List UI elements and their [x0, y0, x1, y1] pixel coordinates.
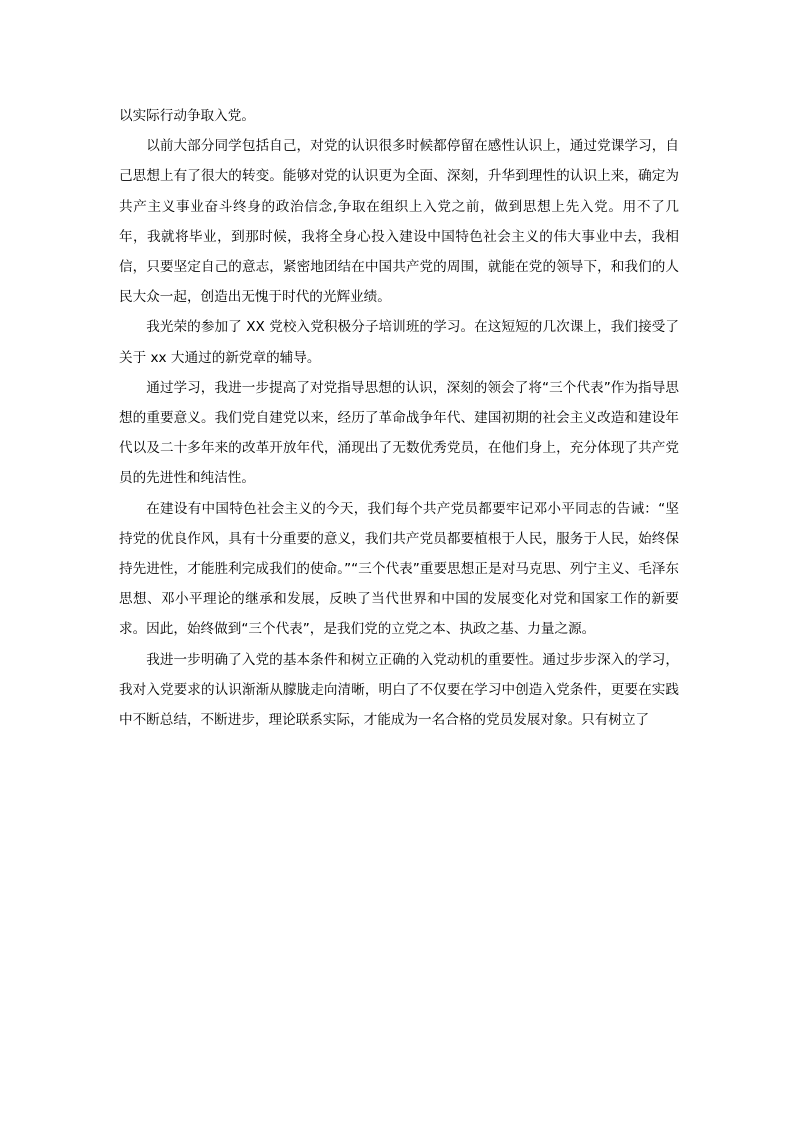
paragraph-4: 通过学习，我进一步提高了对党指导思想的认识，深刻的领会了将“三个代表”作为指导思想的重要意义。我们党自建党以来，经历了革命战争年代、建国初期的社会主义改造和建设年代以及二十多年来的改革开放年代，涌现出了无数优秀党员，在他们身上，充分体现了共产党员的先进性和纯洁性。: [119, 379, 679, 487]
paragraph-6: 我进一步明确了入党的基本条件和树立正确的入党动机的重要性。通过步步深入的学习，我对入党要求的认识渐渐从朦胧走向清晰，明白了不仅要在学习中创造入党条件，更要在实践中不断总结，不断进步，理论联系实际，才能成为一名合格的党员发展对象。只有树立了: [119, 651, 679, 729]
paragraph-5: 在建设有中国特色社会主义的今天，我们每个共产党员都要牢记邓小平同志的告诫：“坚持党的优良作风，具有十分重要的意义，我们共产党员都要植根于人民，服务于人民，始终保持先进性，才能胜利完成我们的使命。”“三个代表”重要思想正是对马克思、列宁主义、毛泽东思想、邓小平理论的继承和发展，反映了当代世界和中国的发展变化对党和国家工作的新要求。因此，始终做到“三个代表”，是我们党的立党之本、执政之基、力量之源。: [119, 500, 679, 638]
paragraph-2: 以前大部分同学包括自己，对党的认识很多时候都停留在感性认识上，通过党课学习，自己思想上有了很大的转变。能够对党的认识更为全面、深刻，升华到理性的认识上来，确定为共产主义事业奋斗终身的政治信念,争取在组织上入党之前，做到思想上先入党。用不了几年，我就将毕业，到那时候，我将全身心投入建设中国特色社会主义的伟大事业中去，我相信，只要坚定自己的意志，紧密地团结在中国共产党的周围，就能在党的领导下，和我们的人民大众一起，创造出无愧于时代的光辉业绩。: [119, 138, 679, 306]
document-body: [119, 101, 679, 735]
paragraph-1: 以实际行动争取入党。: [119, 108, 255, 124]
paragraph-3: 我光荣的参加了 XX 党校入党积极分子培训班的学习。在这短短的几次课上，我们接受了关于 xx 大通过的新党章的辅导。: [119, 319, 679, 366]
